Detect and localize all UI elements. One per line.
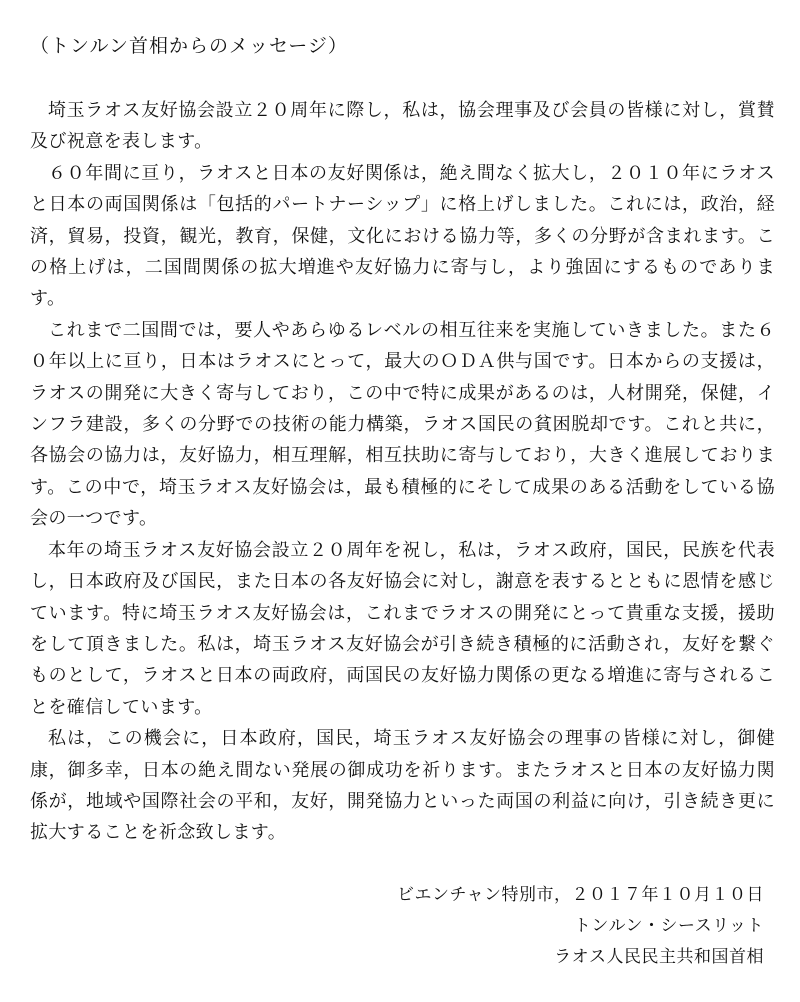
paragraph-4: 本年の埼玉ラオス友好協会設立２０周年を祝し，私は，ラオス政府，国民，民族を代表し，日本政府及び国民，また日本の各友好協会に対し，謝意を表するとともに恩情を感じています。特に埼玉ラオス友好協会は，これまでラオスの開発にとって貴重な支援，援助をして頂きました。私は，埼玉ラオス友好協会が引き続き積極的に活動され，友好を繋ぐものとして，ラオスと日本の両政府，両国民の友好協力関係の更なる増進に寄与されることを確信しています。 xyxy=(30,539,775,718)
paragraph-2: ６０年間に亘り，ラオスと日本の友好関係は，絶え間なく拡大し，２０１０年にラオスと日本の両国関係は「包括的パートナーシップ」に格上げしました。これには，政治，経済，貿易，投資，観光，教育，保健，文化における協力等，多くの分野が含まれます。この格上げは，二国間関係の拡大増進や友好協力に寄与し，より強固にするものであります。 xyxy=(30,162,775,310)
message-body xyxy=(30,95,775,849)
paragraph-1: 埼玉ラオス友好協会設立２０周年に際し，私は，協会理事及び会員の皆様に対し，賞賛及び祝意を表します。 xyxy=(30,100,775,153)
signature-block xyxy=(397,880,764,973)
paragraph-5: 私は，この機会に，日本政府，国民，埼玉ラオス友好協会の理事の皆様に対し，御健康，御多幸，日本の絶え間ない発展の御成功を祈ります。またラオスと日本の友好協力関係が，地域や国際社会の平和，友好，開発協力といった両国の利益に向け，引き続き更に拡大することを祈念致します。 xyxy=(30,728,775,844)
signature-place-date: ビエンチャン特別市，２０１７年１０月１０日 xyxy=(397,885,764,905)
signature-name: トンルン・シースリット xyxy=(573,916,764,936)
signature-title: ラオス人民民主共和国首相 xyxy=(554,947,764,967)
message-heading: （トンルン首相からのメッセージ） xyxy=(30,35,348,57)
paragraph-3: これまで二国間では，要人やあらゆるレベルの相互往来を実施していきました。また６０年以上に亘り，日本はラオスにとって，最大のＯＤＡ供与国です。日本からの支援は，ラオスの開発に大きく寄与しており，この中で特に成果があるのは，人材開発，保健，インフラ建設，多くの分野での技術の能力構築，ラオス国民の貧困脱却です。これと共に，各協会の協力は，友好協力，相互理解，相互扶助に寄与しており，大きく進展しております。この中で，埼玉ラオス友好協会は，最も積極的にそして成果のある活動をしている協会の一つです。 xyxy=(30,319,775,530)
